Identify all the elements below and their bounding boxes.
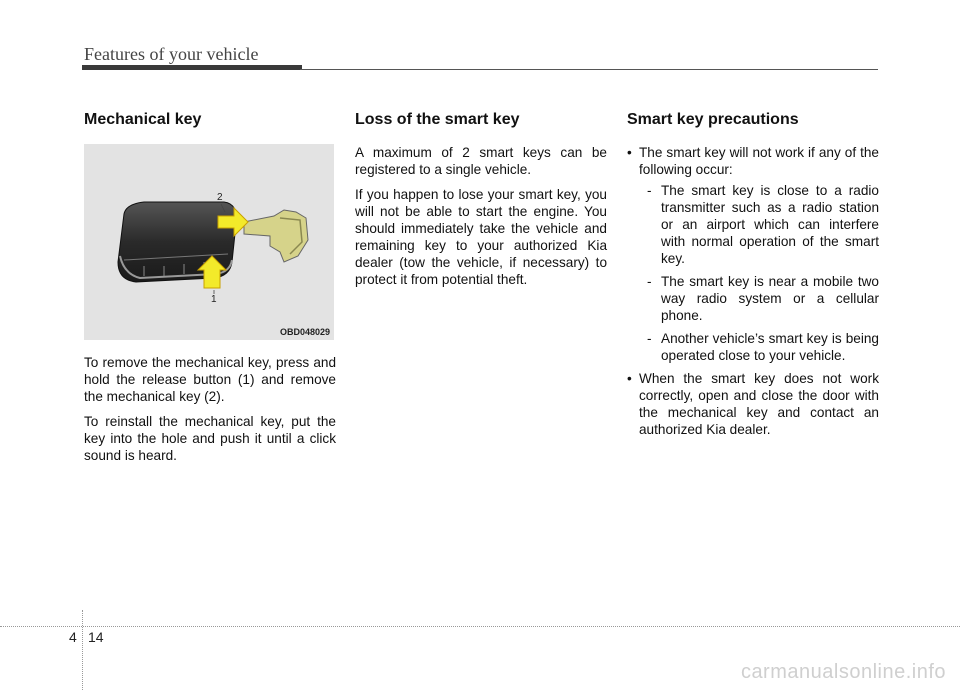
bullet-use-mechanical-key: When the smart key does not work correctly, open and close the door with the mechanical key and contact an authorized Kia dealer. xyxy=(639,371,879,437)
header-rule xyxy=(300,69,878,70)
header-bar xyxy=(82,65,302,70)
heading-loss-of-smart-key: Loss of the smart key xyxy=(355,111,520,128)
heading-mechanical-key: Mechanical key xyxy=(84,111,202,128)
running-head: Features of your vehicle xyxy=(84,44,259,64)
bullet-not-work: The smart key will not work if any of the following occur: xyxy=(639,145,879,177)
conditions-list xyxy=(639,182,879,364)
heading-smart-key-precautions: Smart key precautions xyxy=(627,111,799,128)
list-item xyxy=(627,144,879,364)
list-item-other-vehicle-key: - Another vehicle’s smart key is being operated close to your vehicle. xyxy=(639,330,879,364)
column-mechanical-key xyxy=(84,110,336,472)
watermark: carmanualsonline.info xyxy=(740,661,946,683)
chapter-number: 4 xyxy=(69,629,77,645)
paragraph-max-keys: A maximum of 2 smart keys can be registered to a single vehicle. xyxy=(355,145,607,177)
list-item-mobile-radio: - The smart key is near a mobile two way radio system or a cellular phone. xyxy=(639,273,879,324)
figure-label-2: 2 xyxy=(217,192,223,203)
paragraph-remove-key: To remove the mechanical key, press and hold the release button (1) and remove the mechanical key (2). xyxy=(84,355,336,404)
figure-code: OBD048029 xyxy=(279,327,330,337)
precautions-list xyxy=(627,144,879,438)
list-item-radio-transmitter: - The smart key is close to a radio transmitter such as a radio station or an airport which can interfere with normal operation of the smart key. xyxy=(639,182,879,267)
column-loss-of-smart-key xyxy=(355,110,607,296)
footer-separator xyxy=(82,610,84,690)
footer-rule xyxy=(0,626,960,628)
paragraph-lost-key: If you happen to lose your smart key, you will not be able to start the engine. You should immediately take the vehicle and remaining key to your authorized Kia dealer (tow the vehicle, if necessary) to protect it from potential theft. xyxy=(355,187,607,287)
figure-label-1: 1 xyxy=(211,294,217,305)
column-smart-key-precautions xyxy=(627,110,879,442)
page-number: 14 xyxy=(88,629,104,645)
paragraph-reinstall-key: To reinstall the mechanical key, put the key into the hole and push it until a click sound is heard. xyxy=(84,414,336,463)
figure-smart-key xyxy=(84,144,334,340)
list-item xyxy=(627,370,879,438)
smart-key-illustration xyxy=(84,144,334,340)
